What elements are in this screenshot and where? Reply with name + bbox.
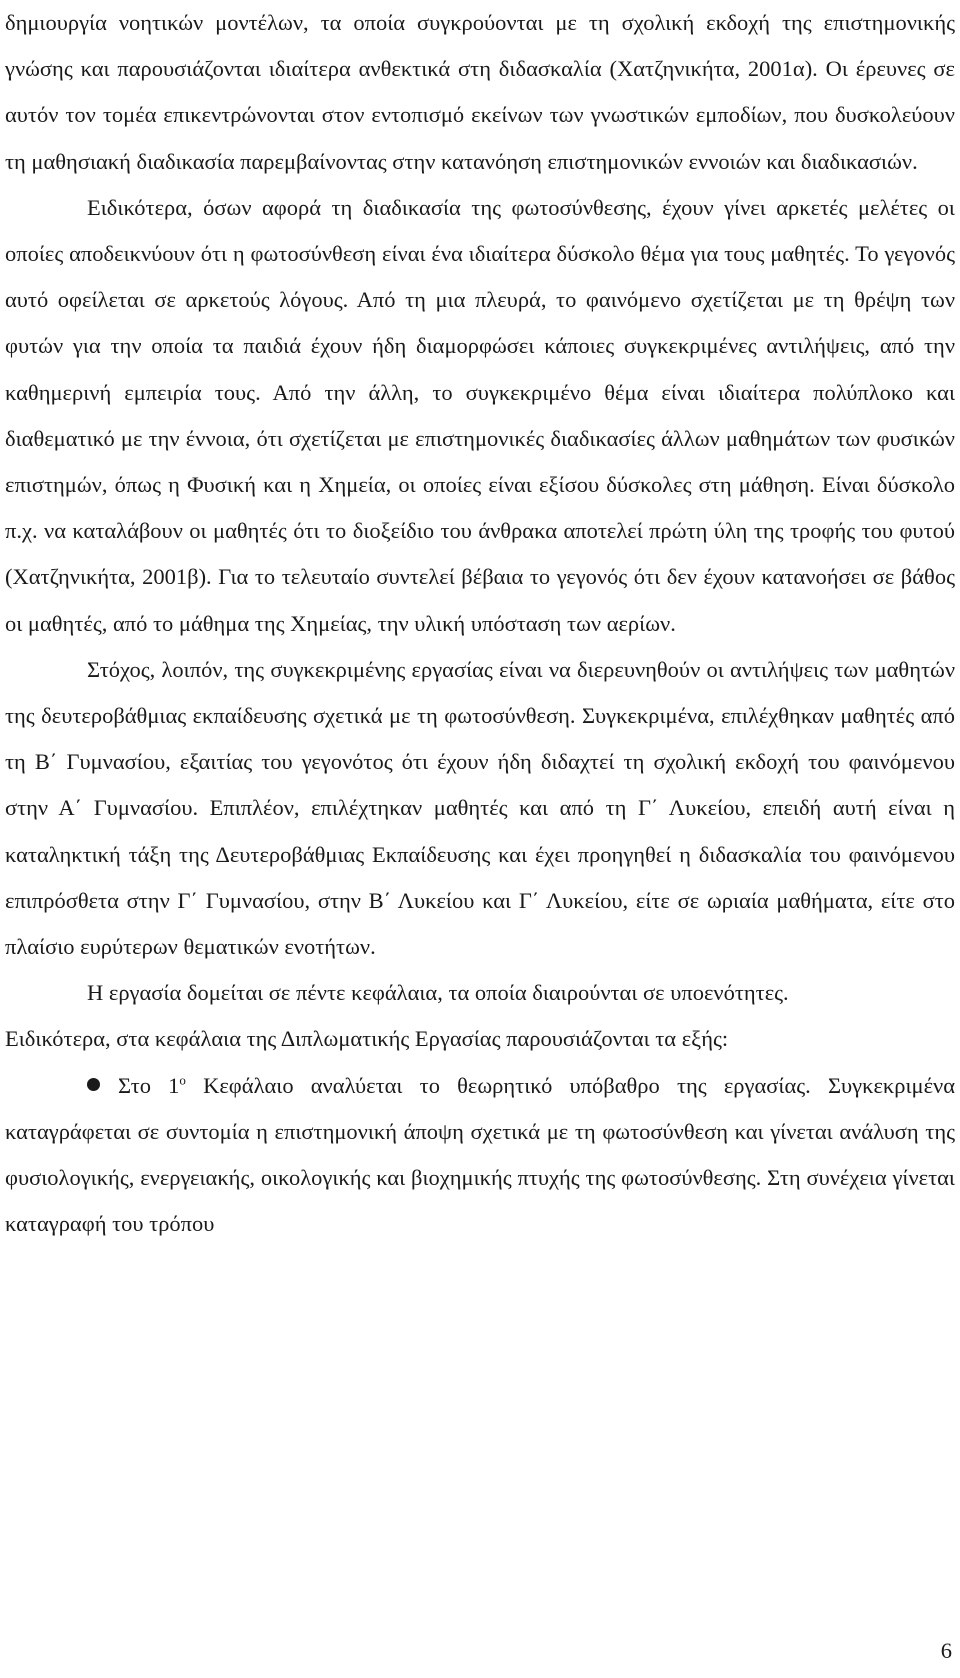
bullet-icon xyxy=(87,1078,100,1091)
page-number: 6 xyxy=(940,1638,952,1663)
bullet-text: Κεφάλαιο αναλύεται το θεωρητικό υπόβαθρο της εργασίας. Συγκεκριμένα καταγράφεται σε συντομία η επιστημονική άποψη σχετικά με τη φωτοσύνθεση και γίνεται ανάλυση της φυσιολογικής, ενεργειακής, οικολογικής και βιοχημικής πτυχής της φωτοσύνθεσης. Στη συνέχεια γίνεται καταγραφή του τρόπου xyxy=(5,1072,956,1237)
bullet-prefix: Στο 1 xyxy=(118,1072,180,1098)
paragraph-photosynthesis-difficulty: Ειδικότερα, όσων αφορά τη διαδικασία της φωτοσύνθεσης, έχουν γίνει αρκετές μελέτες οι οποίες αποδεικνύουν ότι η φωτοσύνθεση είναι ένα ιδιαίτερα δύσκολο θέμα για τους μαθητές. Το γεγονός αυτό οφείλεται σε αρκετούς λόγους. Από τη μια πλευρά, το φαινόμενο σχετίζεται με τη θρέψη των φυτών για την οποία τα παιδιά έχουν ήδη διαμορφώσει κάποιες συγκεκριμένες αντιλήψεις, από την καθημερινή εμπειρία τους. Από την άλλη, το συγκεκριμένο θέμα είναι ιδιαίτερα πολύπλοκο και διαθεματικό με την έννοια, ότι σχετίζεται με επιστημονικές διαδικασίες άλλων μαθημάτων των φυσικών επιστημών, όπως η Φυσική και η Χημεία, οι οποίες είναι εξίσου δύσκολες στη μάθηση. Είναι δύσκολο π.χ. να καταλάβουν οι μαθητές ότι το διοξείδιο του άνθρακα αποτελεί πρώτη ύλη της τροφής του φυτού (Χατζηνικήτα, 2001β). Για το τελευταίο συντελεί βέβαια το γεγονός ότι δεν έχουν κατανοήσει σε βάθος οι μαθητές, από το μάθημα της Χημείας, την υλική υπόσταση των αερίων. xyxy=(5,194,955,636)
bullet-item-chapter-1 xyxy=(5,1063,955,1248)
paragraph-study-goal: Στόχος, λοιπόν, της συγκεκριμένης εργασίας είναι να διερευνηθούν οι αντιλήψεις των μαθητών της δευτεροβάθμιας εκπαίδευσης σχετικά με τη φωτοσύνθεση. Συγκεκριμένα, επιλέχθηκαν μαθητές από τη Β΄ Γυμνασίου, εξαιτίας του γεγονότος ότι έχουν ήδη διδαχτεί τη σχολική εκδοχή του φαινόμενου στην Α΄ Γυμνασίου. Επιπλέον, επιλέχτηκαν μαθητές και από τη Γ΄ Λυκείου, επειδή αυτή είναι η καταληκτική τάξη της Δευτεροβάθμιας Εκπαίδευσης και έχει προηγηθεί η διδασκαλία του φαινόμενου επιπρόσθετα στην Γ΄ Γυμνασίου, στην Β΄ Λυκείου και Γ΄ Λυκείου, είτε σε ωριαία μαθήματα, είτε στο πλαίσιο ευρύτερων θεματικών ενοτήτων. xyxy=(5,656,955,960)
ordinal-superscript: ο xyxy=(179,1072,186,1088)
paragraph-continuation: δημιουργία νοητικών μοντέλων, τα οποία συγκρούονται με τη σχολική εκδοχή της επιστημονικής γνώσης και παρουσιάζονται ιδιαίτερα ανθεκτικά στη διδασκαλία (Χατζηνικήτα, 2001α). Οι έρευνες σε αυτόν τον τομέα επικεντρώνονται στον εντοπισμό εκείνων των γνωστικών εμποδίων, που δυσκολεύουν τη μαθησιακή διαδικασία παρεμβαίνοντας στην κατανόηση επιστημονικών εννοιών και διαδικασιών. xyxy=(5,10,955,174)
paragraph-chapters-intro: Ειδικότερα, στα κεφάλαια της Διπλωματικής Εργασίας παρουσιάζονται τα εξής: xyxy=(5,1026,729,1052)
body-text xyxy=(5,0,955,1247)
paragraph-structure-intro: Η εργασία δομείται σε πέντε κεφάλαια, τα οποία διαιρούνται σε υποενότητες. xyxy=(87,980,789,1006)
